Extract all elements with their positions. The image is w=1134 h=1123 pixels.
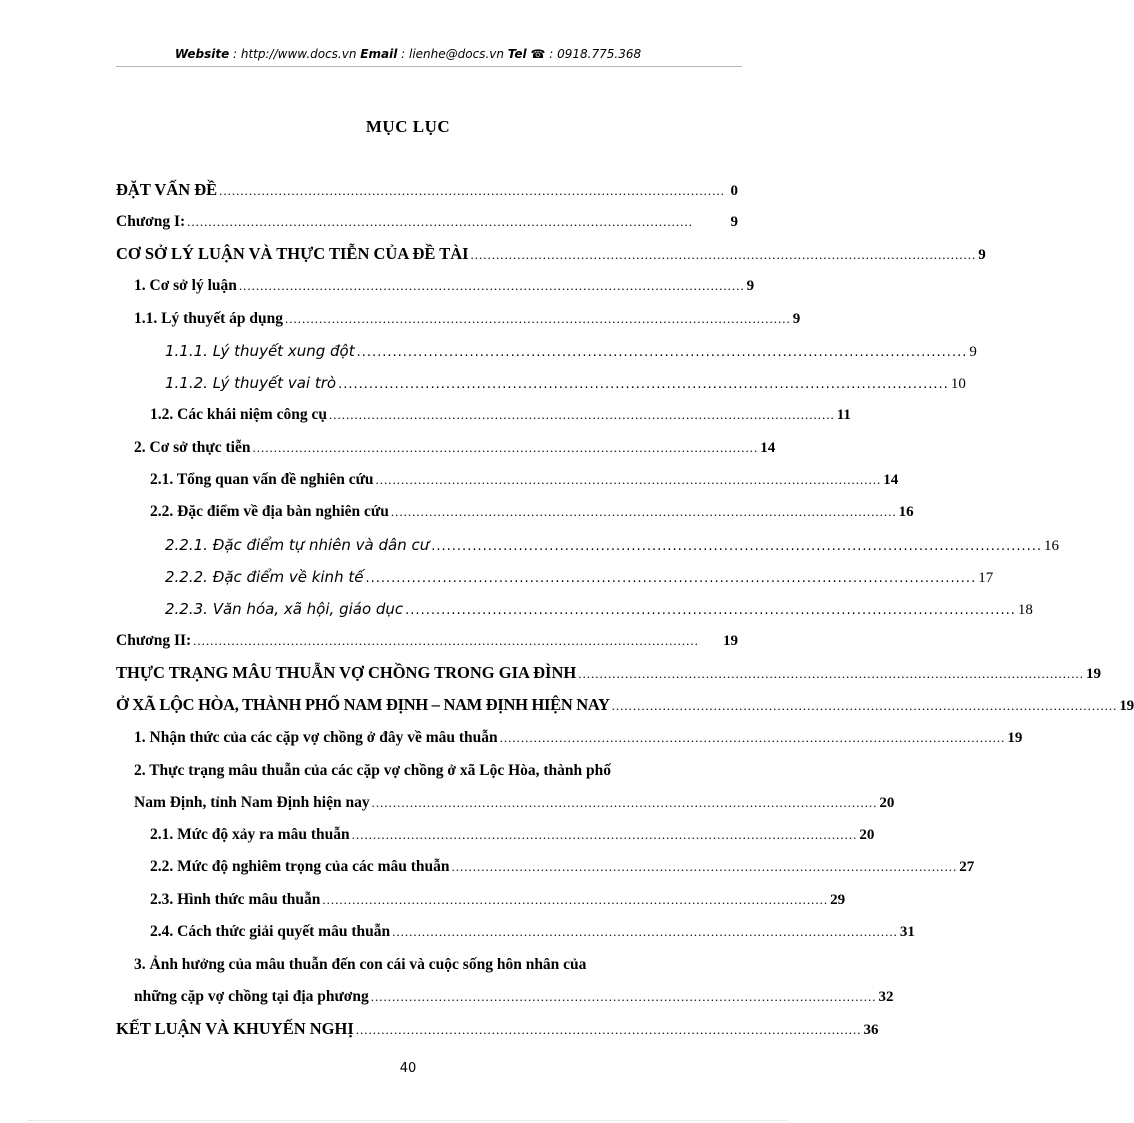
toc-entry-text: 1.1.2. Lý thuyết vai trò <box>165 374 337 392</box>
toc-entry-text: Chương II: <box>116 632 192 649</box>
toc-entry-text: 1. Cơ sở lý luận <box>134 277 237 294</box>
toc-entry <box>150 502 914 522</box>
toc-entry-text: 2.2. Mức độ nghiêm trọng của các mâu thuẫn <box>150 858 450 875</box>
tel-value: : 0918.775.368 <box>545 47 642 61</box>
toc-entry-text: 2.2.1. Đặc điểm tự nhiên và dân cư <box>165 536 430 554</box>
toc-entry-page: 14 <box>760 440 776 456</box>
tel-label: Tel <box>507 47 527 61</box>
toc-entry-first-line: 2. Thực trạng mâu thuẫn của các cặp vợ chồng ở xã Lộc Hòa, thành phố <box>134 762 612 779</box>
dot-leader: ....................................................................................................................... <box>451 859 958 874</box>
dot-leader: ....................................................................................................................... <box>338 377 949 392</box>
toc-entry <box>116 180 738 201</box>
toc-entry-text: 2.3. Hình thức mâu thuẫn <box>150 891 321 908</box>
toc-entry <box>150 890 846 910</box>
toc-entry <box>116 212 738 232</box>
toc-entry-text: Ở XÃ LỘC HÒA, THÀNH PHỐ NAM ĐỊNH – NAM ĐỊNH HIỆN NAY <box>116 695 610 714</box>
toc-entry <box>165 373 966 395</box>
dot-leader: ....................................................................................................................... <box>351 827 858 842</box>
email-value: : lienhe@docs.vn <box>397 47 508 61</box>
dot-leader: ....................................................................................................................... <box>193 633 699 648</box>
toc-entry-text: 2.1. Mức độ xảy ra mâu thuẫn <box>150 826 350 843</box>
phone-icon: ☎ <box>530 47 546 61</box>
dot-leader: ....................................................................................................................... <box>390 504 897 519</box>
toc-entry-text: KẾT LUẬN VÀ KHUYẾN NGHỊ <box>116 1019 354 1038</box>
dot-leader: ....................................................................................................................... <box>328 407 835 422</box>
toc-entry-page: 19 <box>1007 730 1023 746</box>
toc-entry <box>150 857 975 877</box>
toc-entry <box>116 663 1101 684</box>
toc-entry-text: Nam Định, tỉnh Nam Định hiện nay <box>134 794 370 811</box>
toc-entry-first-line: 3. Ảnh hưởng của mâu thuẫn đến con cái và cuộc sống hôn nhân của <box>134 956 587 973</box>
toc-entry-page: 16 <box>898 504 914 520</box>
toc-entry-page: 36 <box>863 1022 879 1038</box>
toc-entry <box>165 535 1060 557</box>
toc-entry-text: 1.2. Các khái niệm công cụ <box>150 406 327 423</box>
toc-entry-page: 19 <box>723 633 738 649</box>
dot-leader: ....................................................................................................................... <box>187 214 693 229</box>
toc-entry-text: 2.2. Đặc điểm về địa bàn nghiên cứu <box>150 503 389 520</box>
toc-entry-page: 32 <box>878 989 894 1005</box>
toc-entry-page: 16 <box>1044 538 1060 554</box>
dot-leader: ....................................................................................................................... <box>405 603 1016 618</box>
website-value: : http://www.docs.vn <box>229 47 361 61</box>
toc-entry <box>150 922 915 942</box>
toc-entry <box>150 470 899 490</box>
toc-entry-page: 14 <box>883 472 899 488</box>
toc-entry-page: 20 <box>859 827 875 843</box>
dot-leader: ....................................................................................................................... <box>285 311 791 326</box>
toc-entry-page: 9 <box>969 344 977 360</box>
toc-entry <box>165 599 1033 621</box>
toc-entry-page: 19 <box>1085 666 1101 682</box>
toc-entry-page: 17 <box>978 570 994 586</box>
dot-leader: ....................................................................................................................... <box>238 278 745 293</box>
dot-leader: ....................................................................................................................... <box>355 1022 862 1037</box>
toc-entry-page: 27 <box>959 859 975 875</box>
toc-entry-text: 1. Nhận thức của các cặp vợ chồng ở đây về mâu thuẫn <box>134 729 498 746</box>
dot-leader: ....................................................................................................................... <box>392 924 898 939</box>
toc-entry-page: 18 <box>1017 602 1033 618</box>
toc-entry <box>134 793 895 813</box>
dot-leader: ....................................................................................................................... <box>252 440 759 455</box>
page-bottom-divider <box>28 1120 788 1121</box>
toc-entry <box>165 567 994 589</box>
toc-entry-text: những cặp vợ chồng tại địa phương <box>134 988 369 1005</box>
page-title: MỤC LỤC <box>365 117 451 136</box>
toc-entry <box>134 728 1023 748</box>
toc-entry-text: ĐẶT VẤN ĐỀ <box>116 180 218 199</box>
dot-leader: ....................................................................................................................... <box>219 183 725 198</box>
dot-leader: ....................................................................................................................... <box>356 345 968 360</box>
dot-leader: ....................................................................................................................... <box>499 730 1006 745</box>
toc-entry-page: 10 <box>950 376 966 392</box>
toc-entry-page: 9 <box>978 247 986 263</box>
dot-leader: ....................................................................................................................... <box>578 666 1084 681</box>
dot-leader: ....................................................................................................................... <box>375 472 882 487</box>
toc-entry <box>134 276 755 296</box>
website-label: Website <box>174 47 230 61</box>
toc-entry-text: 2.2.2. Đặc điểm về kinh tế <box>165 568 364 586</box>
toc-entry-text: 2.4. Cách thức giải quyết mâu thuẫn <box>150 923 391 940</box>
toc-entry-page: 9 <box>792 311 801 327</box>
toc-entry <box>116 695 1134 716</box>
toc-entry-page: 11 <box>836 407 851 423</box>
toc-entry <box>150 405 851 425</box>
toc-entry <box>134 438 776 458</box>
toc-entry <box>134 309 801 329</box>
toc-entry-text: 1.1.1. Lý thuyết xung đột <box>165 342 355 360</box>
toc-entry <box>116 631 738 651</box>
dot-leader: ....................................................................................................................... <box>322 892 829 907</box>
toc-entry <box>150 825 875 845</box>
toc-entry-page: 0 <box>730 183 738 199</box>
toc-entry-page: 9 <box>746 278 755 294</box>
toc-entry-text: CƠ SỞ LÝ LUẬN VÀ THỰC TIỄN CỦA ĐỀ TÀI <box>116 244 469 263</box>
toc-entry-text: Chương I: <box>116 213 186 230</box>
page-number: 40 <box>399 1061 417 1076</box>
dot-leader: ....................................................................................................................... <box>470 247 977 262</box>
dot-leader: ....................................................................................................................... <box>371 795 878 810</box>
dot-leader: ....................................................................................................................... <box>370 989 877 1004</box>
toc-entry-page: 20 <box>879 795 895 811</box>
toc-entry-text: THỰC TRẠNG MÂU THUẪN VỢ CHỒNG TRONG GIA ĐÌNH <box>116 663 577 682</box>
toc-entry <box>116 244 986 265</box>
toc-entry-page: 19 <box>1119 698 1134 714</box>
page-header <box>0 47 816 61</box>
toc-entry-text: 1.1. Lý thuyết áp dụng <box>134 310 284 327</box>
toc-entry-text: 2.1. Tổng quan vấn đề nghiên cứu <box>150 471 374 488</box>
email-label: Email <box>360 47 398 61</box>
dot-leader: ....................................................................................................................... <box>611 698 1118 713</box>
toc-entry-page: 29 <box>830 892 846 908</box>
dot-leader: ....................................................................................................................... <box>365 571 977 586</box>
toc-entry-page: 31 <box>899 924 915 940</box>
toc-entry <box>116 1019 879 1040</box>
toc-entry <box>134 987 894 1007</box>
toc-entry-text: 2.2.3. Văn hóa, xã hội, giáo dục <box>165 600 404 618</box>
header-rule <box>116 66 742 67</box>
toc-entry-page: 9 <box>730 214 738 230</box>
dot-leader: ....................................................................................................................... <box>431 539 1043 554</box>
toc-entry-text: 2. Cơ sở thực tiễn <box>134 439 251 456</box>
toc-entry <box>165 341 977 363</box>
